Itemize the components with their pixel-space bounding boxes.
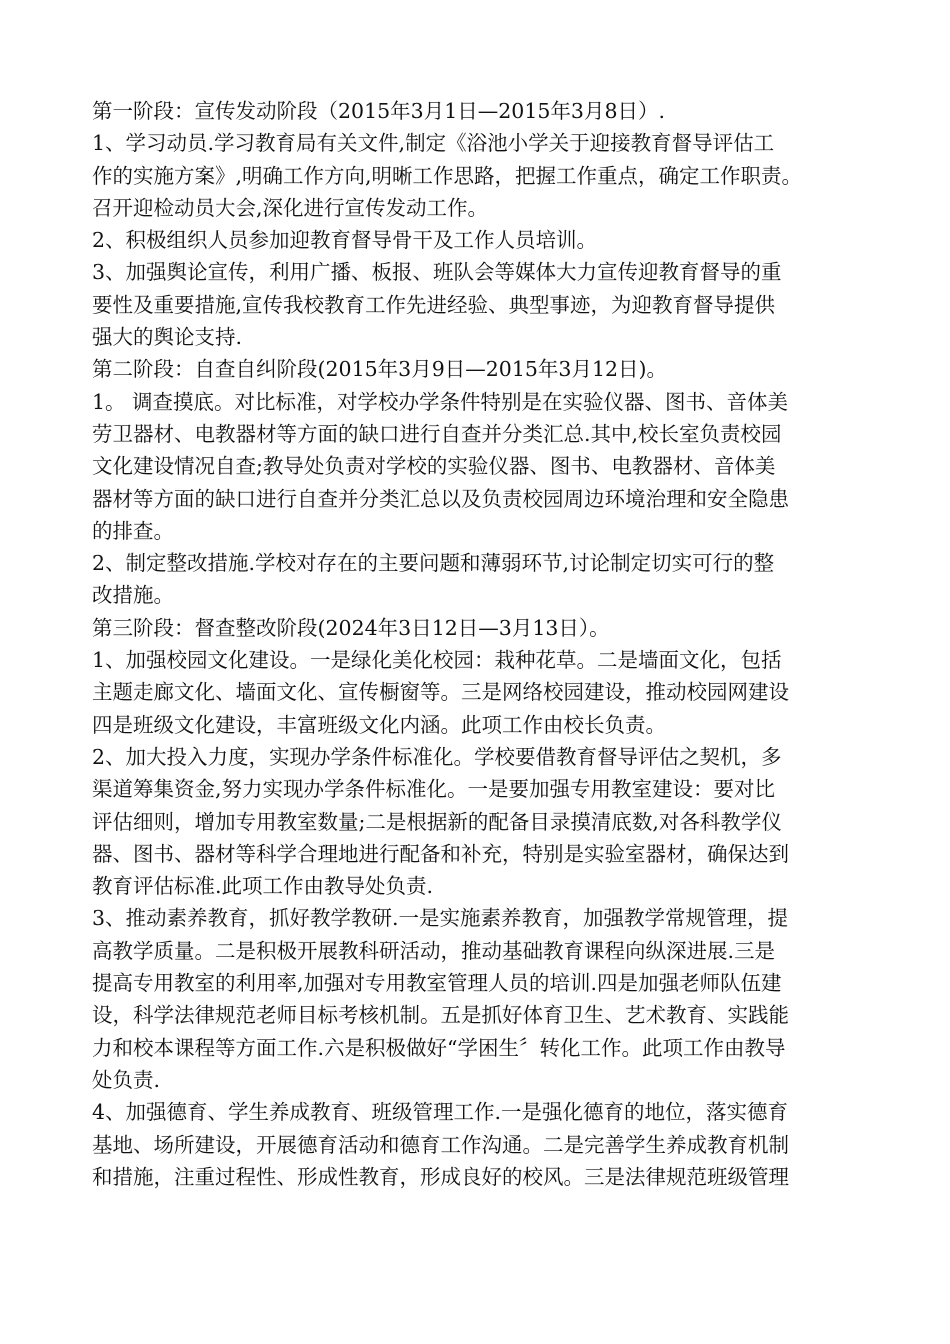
paragraph-line: 的排查。 (92, 518, 174, 543)
paragraph-line: 要性及重要措施,宣传我校教育工作先进经验、典型事迹，为迎教育督导提供 (92, 292, 776, 317)
paragraph-line: 处负责. (92, 1067, 161, 1092)
paragraph-line: 劳卫器材、电教器材等方面的缺口进行自查并分类汇总.其中,校长室负责校园 (92, 421, 782, 446)
paragraph-line: 器、图书、器材等科学合理地进行配备和补充，特别是实验室器材，确保达到 (92, 841, 789, 866)
paragraph-line: 强大的舆论支持. (92, 325, 243, 350)
paragraph-line: 3、加强舆论宣传，利用广播、板报、班队会等媒体大力宣传迎教育督导的重 (92, 260, 782, 285)
paragraph-line: 文化建设情况自查;教导处负责对学校的实验仪器、图书、电教器材、音体美 (92, 454, 776, 479)
paragraph-line: 改措施。 (92, 583, 174, 608)
paragraph-line: 设，科学法律规范老师目标考核机制。五是抓好体育卫生、艺术教育、实践能 (92, 1003, 789, 1028)
paragraph-line: 1。 调查摸底。对比标准，对学校办学条件特别是在实验仪器、图书、音体美 (92, 389, 789, 414)
paragraph-line: 基地、场所建设，开展德育活动和德育工作沟通。二是完善学生养成教育机制 (92, 1132, 789, 1157)
paragraph-line: 提高专用教室的利用率,加强对专用教室管理人员的培训.四是加强老师队伍建 (92, 971, 782, 996)
paragraph-line: 2、制定整改措施.学校对存在的主要问题和薄弱环节,讨论制定切实可行的整 (92, 551, 775, 576)
paragraph-line: 2、积极组织人员参加迎教育督导骨干及工作人员培训。 (92, 228, 598, 253)
paragraph-line: 1、学习动员.学习教育局有关文件,制定《浴池小学关于迎接教育督导评估工 (92, 131, 775, 156)
paragraph-line: 和措施，注重过程性、形成性教育，形成良好的校风。三是法律规范班级管理 (92, 1164, 789, 1189)
paragraph-line: 4、加强德育、学生养成教育、班级管理工作.一是强化德育的地位，落实德育 (92, 1100, 789, 1125)
paragraph-line: 评估细则，增加专用教室数量;二是根据新的配备目录摸清底数,对各科教学仪 (92, 809, 782, 834)
paragraph-line: 教育评估标准.此项工作由教导处负责. (92, 874, 434, 899)
paragraph-line: 1、加强校园文化建设。一是绿化美化校园：栽种花草。二是墙面文化，包括 (92, 648, 782, 673)
paragraph-line: 作的实施方案》,明确工作方向,明晰工作思路，把握工作重点，确定工作职责。 (92, 163, 803, 188)
phase-2-heading: 第二阶段：自查自纠阶段(2015年3月9日—2015年3月12日)。 (92, 357, 668, 382)
phase-3-heading: 第三阶段：督查整改阶段(2024年3日12日—3月13日）。 (92, 615, 610, 640)
paragraph-line: 主题走廊文化、墙面文化、宣传橱窗等。三是网络校园建设，推动校园网建设 (92, 680, 789, 705)
phase-1-heading: 第一阶段：宣传发动阶段（2015年3月1日—2015年3月8日）. (92, 99, 666, 123)
paragraph-line: 3、推动素养教育，抓好教学教研.一是实施素养教育，加强教学常规管理，提 (92, 906, 789, 931)
paragraph-line: 力和校本课程等方面工作.六是积极做好“学困生〞转化工作。此项工作由教导 (92, 1035, 786, 1060)
paragraph-line: 高教学质量。二是积极开展教科研活动，推动基础教育课程向纵深进展.三是 (92, 938, 776, 963)
paragraph-line: 2、加大投入力度，实现办学条件标准化。学校要借教育督导评估之契机，多 (92, 744, 782, 769)
paragraph-line: 召开迎检动员大会,深化进行宣传发动工作。 (92, 195, 489, 220)
document-body (92, 95, 872, 1193)
paragraph-line: 器材等方面的缺口进行自查并分类汇总以及负责校园周边环境治理和安全隐患 (92, 486, 789, 511)
paragraph-line: 四是班级文化建设，丰富班级文化内涵。此项工作由校长负责。 (92, 712, 666, 737)
paragraph-line: 渠道筹集资金,努力实现办学条件标准化。一是要加强专用教室建设：要对比 (92, 777, 776, 802)
